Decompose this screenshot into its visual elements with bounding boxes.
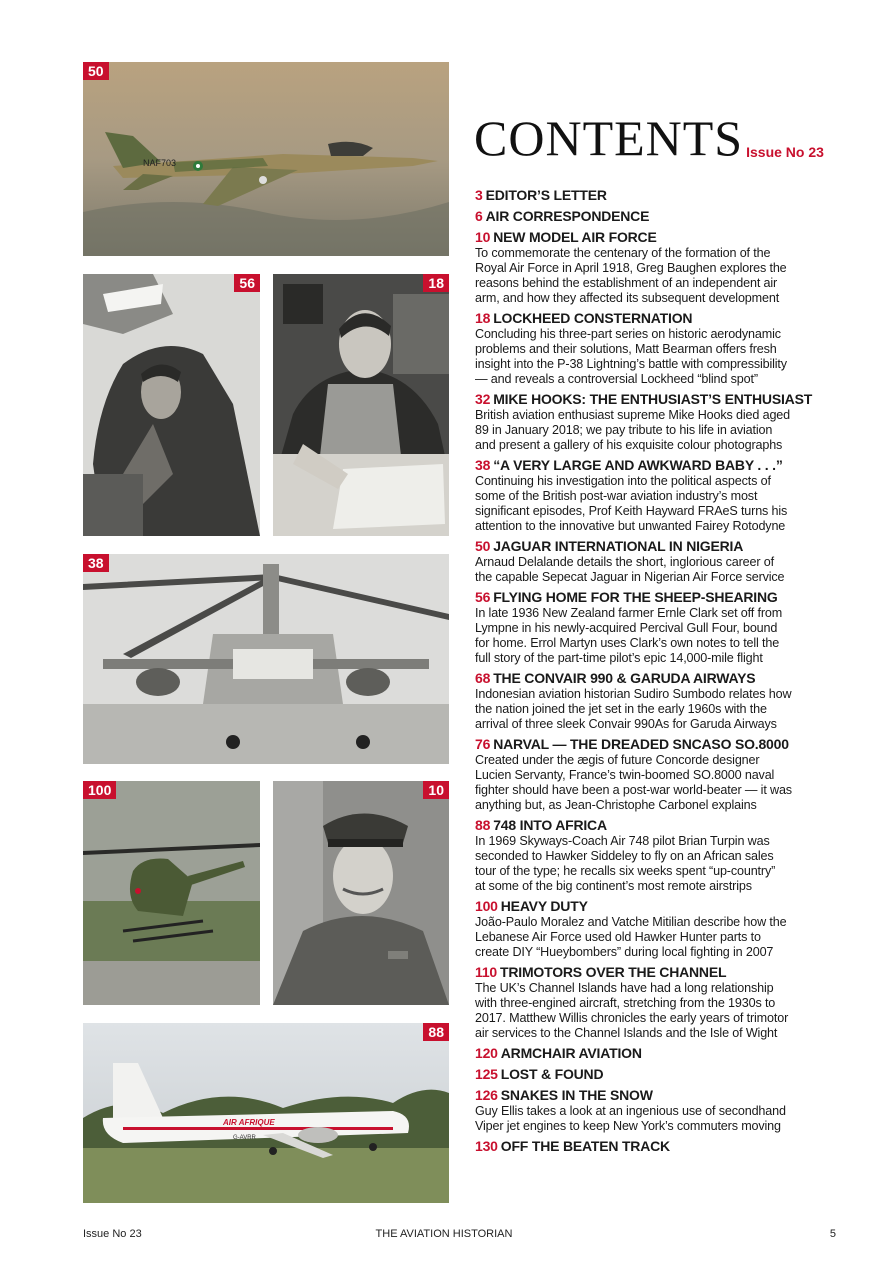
photo-badge: 56 — [234, 274, 260, 292]
toc-entry[interactable] — [475, 310, 845, 387]
engineer-desk-photo — [273, 274, 449, 536]
jaguar-photo — [83, 62, 449, 256]
photo-badge: 10 — [423, 781, 449, 799]
toc-description-line: at some of the big continent’s most remote airstrips — [475, 879, 752, 893]
toc-entry-heading — [475, 736, 845, 753]
footer-issue: Issue No 23 — [83, 1228, 142, 1240]
toc-description-line: full story of the part-time pilot’s epic 14,000-mile flight — [475, 651, 763, 665]
toc-description-line: anything but, as Jean-Christophe Carbonel explains — [475, 798, 757, 812]
photo-badge: 88 — [423, 1023, 449, 1041]
toc-page-number: 130 — [475, 1138, 498, 1154]
photo-badge: 50 — [83, 62, 109, 80]
footer-magazine-title: THE AVIATION HISTORIAN — [375, 1228, 513, 1240]
toc-description-line: attention to the innovative but unwanted Fairey Rotodyne — [475, 519, 786, 533]
toc-description-line: problems and their solutions, Matt Bearman offers fresh — [475, 342, 777, 356]
table-of-contents — [475, 184, 845, 1159]
toc-entry-heading — [475, 457, 845, 474]
toc-page-number: 32 — [475, 391, 491, 407]
air-afrique-748-photo — [83, 1023, 449, 1203]
toc-description-line: fighter should have been a post-war world-beater — it was — [475, 783, 792, 797]
toc-entry[interactable] — [475, 187, 845, 204]
toc-page-number: 56 — [475, 589, 491, 605]
toc-description-line: and present a gallery of his exquisite colour photographs — [475, 438, 783, 452]
toc-page-number: 125 — [475, 1066, 498, 1082]
toc-article-title: SNAKES IN THE SNOW — [500, 1087, 653, 1103]
toc-description-line: Lebanese Air Force used old Hawker Hunter parts to — [475, 930, 761, 944]
toc-description-line: João-Paulo Moralez and Vatche Mitilian describe how the — [475, 915, 787, 929]
toc-article-title: EDITOR’S LETTER — [485, 187, 607, 203]
toc-article-title: THE CONVAIR 990 & GARUDA AIRWAYS — [493, 670, 756, 686]
toc-article-title: 748 INTO AFRICA — [493, 817, 607, 833]
toc-description-line: for home. Errol Martyn uses Clark’s own notes to tell the — [475, 636, 780, 650]
toc-article-title: LOCKHEED CONSTERNATION — [493, 310, 693, 326]
toc-entry-heading — [475, 538, 845, 555]
toc-description-line: Lucien Servanty, France’s twin-boomed SO.8000 naval — [475, 768, 775, 782]
toc-description-line: The UK’s Channel Islands have had a long relationship — [475, 981, 774, 995]
toc-page-number: 68 — [475, 670, 491, 686]
jaguar-serial: NAF703 — [143, 158, 177, 168]
toc-page-number: 88 — [475, 817, 491, 833]
jaguar-image — [83, 62, 449, 256]
toc-page-number: 6 — [475, 208, 483, 224]
toc-description-line: Continuing his investigation into the political aspects of — [475, 474, 771, 488]
issue-label: Issue No 23 — [746, 144, 824, 160]
toc-article-title: LOST & FOUND — [500, 1066, 604, 1082]
toc-description-line: 2017. Matthew Willis chronicles the early years of trimotor — [475, 1011, 789, 1025]
toc-page-number: 10 — [475, 229, 491, 245]
toc-entry-heading — [475, 310, 845, 327]
toc-entry-heading — [475, 187, 845, 204]
toc-article-title: OFF THE BEATEN TRACK — [500, 1138, 670, 1154]
toc-article-title: TRIMOTORS OVER THE CHANNEL — [500, 964, 727, 980]
contents-header — [474, 110, 844, 166]
toc-page-number: 126 — [475, 1087, 498, 1103]
rotodyne-photo — [83, 554, 449, 764]
toc-entry-heading — [475, 391, 845, 408]
toc-entry-heading — [475, 1087, 845, 1104]
toc-entry[interactable] — [475, 898, 845, 960]
toc-entry-heading — [475, 1045, 845, 1062]
toc-entry[interactable] — [475, 457, 845, 534]
toc-article-title: ARMCHAIR AVIATION — [500, 1045, 642, 1061]
toc-description-line: seconded to Hawker Siddeley to fly on an African sales — [475, 849, 774, 863]
toc-article-title: MIKE HOOKS: THE ENTHUSIAST’S ENTHUSIAST — [493, 391, 813, 407]
toc-entry[interactable] — [475, 208, 845, 225]
toc-page-number: 18 — [475, 310, 491, 326]
toc-description-line: Royal Air Force in April 1918, Greg Baughen explores the — [475, 261, 787, 275]
toc-description-line: some of the British post-war aviation industry’s most — [475, 489, 758, 503]
toc-description-line: create DIY “Hueybombers” during local fighting in 2007 — [475, 945, 774, 959]
toc-description-line: Concluding his three-part series on historic aerodynamic — [475, 327, 781, 341]
toc-page-number: 110 — [475, 964, 497, 980]
toc-description-line: significant episodes, Prof Keith Hayward FRAeS turns his — [475, 504, 788, 518]
aircraft-registration: G-AVRR — [233, 1135, 256, 1141]
toc-description-line: Lympne in his newly-acquired Percival Gull Four, bound — [475, 621, 778, 635]
toc-description-line: reasons behind the establishment of an independent air — [475, 276, 778, 290]
toc-article-title: FLYING HOME FOR THE SHEEP-SHEARING — [493, 589, 778, 605]
pilot-cockpit-photo — [83, 274, 260, 536]
toc-entry-heading — [475, 898, 845, 915]
toc-description-line: Indonesian aviation historian Sudiro Sumbodo relates how — [475, 687, 792, 701]
toc-entry[interactable] — [475, 229, 845, 306]
airline-livery: AIR AFRIQUE — [223, 1118, 275, 1127]
rotodyne-image — [83, 554, 449, 764]
toc-description-line: To commemorate the centenary of the formation of the — [475, 246, 771, 260]
toc-entry[interactable] — [475, 736, 845, 813]
toc-entry-heading — [475, 964, 845, 981]
toc-entry[interactable] — [475, 1138, 845, 1155]
footer-page-number: 5 — [829, 1228, 836, 1240]
toc-entry-heading — [475, 1066, 845, 1083]
huey-helicopter-photo — [83, 781, 260, 1005]
toc-description-line: In 1969 Skyways-Coach Air 748 pilot Brian Turpin was — [475, 834, 770, 848]
toc-article-title: AIR CORRESPONDENCE — [485, 208, 650, 224]
toc-description-line: — and reveals a controversial Lockheed “blind spot” — [475, 372, 758, 386]
officer-image — [273, 781, 449, 1005]
toc-description-line: tour of the type; he recalls six weeks spent “up-country” — [475, 864, 776, 878]
toc-description-line: Viper jet engines to keep New York’s commuters moving — [475, 1119, 781, 1133]
toc-description-line: Guy Ellis takes a look at an ingenious use of secondhand — [475, 1104, 786, 1118]
toc-entry[interactable] — [475, 589, 845, 666]
toc-entry[interactable] — [475, 817, 845, 894]
huey-image — [83, 781, 260, 1005]
toc-entry[interactable] — [475, 1045, 845, 1062]
toc-entry-heading — [475, 1138, 845, 1155]
toc-page-number: 120 — [475, 1045, 498, 1061]
toc-entry[interactable] — [475, 670, 845, 732]
toc-description-line: In late 1936 New Zealand farmer Ernle Clark set off from — [475, 606, 783, 620]
toc-description-line: Arnaud Delalande details the short, inglorious career of — [475, 555, 774, 569]
photo-badge: 38 — [83, 554, 109, 572]
toc-description-line: the nation joined the jet set in the early 1960s with the — [475, 702, 767, 716]
toc-article-title: NEW MODEL AIR FORCE — [493, 229, 657, 245]
toc-page-number: 100 — [475, 898, 498, 914]
toc-description-line: British aviation enthusiast supreme Mike Hooks died aged — [475, 408, 791, 422]
toc-entry-heading — [475, 208, 845, 225]
toc-entry[interactable] — [475, 1087, 845, 1134]
toc-page-number: 50 — [475, 538, 491, 554]
toc-entry-heading — [475, 589, 845, 606]
toc-entry[interactable] — [475, 1066, 845, 1083]
toc-page-number: 3 — [475, 187, 483, 203]
toc-article-title: NARVAL — THE DREADED SNCASO SO.8000 — [493, 736, 789, 752]
toc-description-line: with three-engined aircraft, stretching from the 1930s to — [475, 996, 776, 1010]
toc-page-number: 76 — [475, 736, 491, 752]
officer-portrait-photo — [273, 781, 449, 1005]
photo-badge: 18 — [423, 274, 449, 292]
toc-entry[interactable] — [475, 964, 845, 1041]
toc-entry[interactable] — [475, 538, 845, 585]
toc-article-title: “A VERY LARGE AND AWKWARD BABY . . .” — [493, 457, 783, 473]
air-afrique-image — [83, 1023, 449, 1203]
toc-description-line: insight into the P-38 Lightning’s battle with compressibility — [475, 357, 787, 371]
toc-article-title: JAGUAR INTERNATIONAL IN NIGERIA — [493, 538, 744, 554]
toc-article-title: HEAVY DUTY — [500, 898, 588, 914]
photo-badge: 100 — [83, 781, 116, 799]
toc-page-number: 38 — [475, 457, 491, 473]
toc-entry-heading — [475, 817, 845, 834]
toc-description-line: the capable Sepecat Jaguar in Nigerian Air Force service — [475, 570, 785, 584]
toc-entry-heading — [475, 670, 845, 687]
toc-description-line: 89 in January 2018; we pay tribute to his life in aviation — [475, 423, 773, 437]
toc-entry[interactable] — [475, 391, 845, 453]
toc-description-line: Created under the ægis of future Concorde designer — [475, 753, 760, 767]
page-title: CONTENTS — [474, 110, 744, 166]
toc-entry-heading — [475, 229, 845, 246]
toc-description-line: arrival of three sleek Convair 990As for Garuda Airways — [475, 717, 777, 731]
toc-description-line: air services to the Channel Islands and the Isle of Wight — [475, 1026, 778, 1040]
pilot-image — [83, 274, 260, 536]
engineer-image — [273, 274, 449, 536]
toc-description-line: arm, and how they affected its subsequent development — [475, 291, 780, 305]
